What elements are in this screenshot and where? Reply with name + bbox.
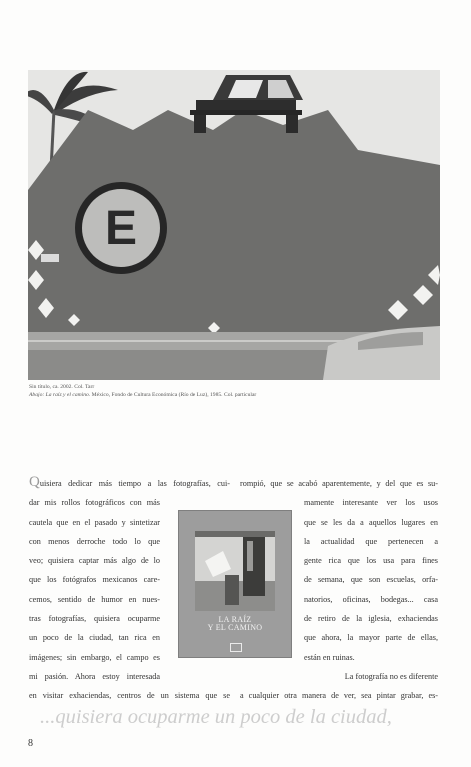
caption-book-title: Abajo: La raíz y el camino. bbox=[29, 391, 91, 398]
text-line: natorios, oficinas, bodegas... casa bbox=[304, 594, 438, 604]
caption-line-1: Sin título, ca. 2002. Col. Tarr bbox=[29, 384, 95, 390]
text-line: imágenes; sin embargo, el campo es bbox=[29, 652, 160, 662]
book-cover-photo bbox=[195, 531, 275, 611]
photo-caption bbox=[29, 384, 449, 399]
text-line: dar mis rollos fotográficos con más bbox=[29, 498, 160, 508]
text-line: Quisiera dedicar más tiempo a las fotografías, cui- bbox=[29, 474, 230, 490]
text-line: La fotografía no es diferente bbox=[344, 671, 438, 681]
sign-letter: E bbox=[104, 202, 138, 255]
text-line: veo; quisiera captar más algo de lo bbox=[29, 556, 160, 566]
photo-scene bbox=[28, 70, 440, 380]
drop-cap: Q bbox=[29, 474, 40, 490]
publisher-logo-icon bbox=[230, 643, 242, 652]
caption-line-2 bbox=[29, 392, 449, 400]
book-cover-title: LA RAÍZ Y EL CAMINO bbox=[207, 615, 263, 633]
page-number: 8 bbox=[28, 738, 33, 749]
text-line: un poco de la ciudad, tan rica en bbox=[29, 633, 160, 643]
text-line: mi pasión. Ahora estoy interesada bbox=[29, 671, 160, 681]
text-line: la actualidad que pertenecen a bbox=[304, 536, 438, 546]
text-line: a cualquier otra manera de ver, sea pintar grabar, es- bbox=[240, 691, 438, 701]
text-line: que ahora, la mayor parte de ellas, bbox=[304, 633, 438, 643]
text-line: tras fotografías, quisiera ocuparme bbox=[29, 614, 160, 624]
text-line: que los fotógrafos mexicanos care- bbox=[29, 575, 160, 585]
text-line: con menos derroche todo lo que bbox=[29, 536, 160, 546]
text-line: cemos, sentido de humor en nues- bbox=[29, 594, 160, 604]
pull-quote: ...quisiera ocuparme un poco de la ciudad, bbox=[40, 706, 392, 728]
book-cover bbox=[178, 510, 292, 658]
text-line: están en ruinas. bbox=[304, 652, 355, 662]
text-line: gente rica que los usa para fines bbox=[304, 556, 438, 566]
photograph bbox=[28, 70, 440, 380]
caption-book-details: México, Fondo de Cultura Económica (Río de Luz), 1985. Col. particular bbox=[90, 391, 257, 398]
text-line: rompió, que se acabó aparentemente, y del que es su- bbox=[240, 479, 438, 488]
text-line: en visitar exhaciendas, centros de un sistema que se bbox=[29, 691, 230, 701]
text-line: mamente interesante ver los usos bbox=[304, 498, 438, 508]
text-line: de retiro de la iglesia, exhaciendas bbox=[304, 614, 438, 624]
text-line: de semana, que son escuelas, orfa- bbox=[304, 575, 438, 585]
text-line: cautela que en el pasado y sintetizar bbox=[29, 517, 160, 527]
text-line: que se les da a aquellos lugares en bbox=[304, 517, 438, 527]
